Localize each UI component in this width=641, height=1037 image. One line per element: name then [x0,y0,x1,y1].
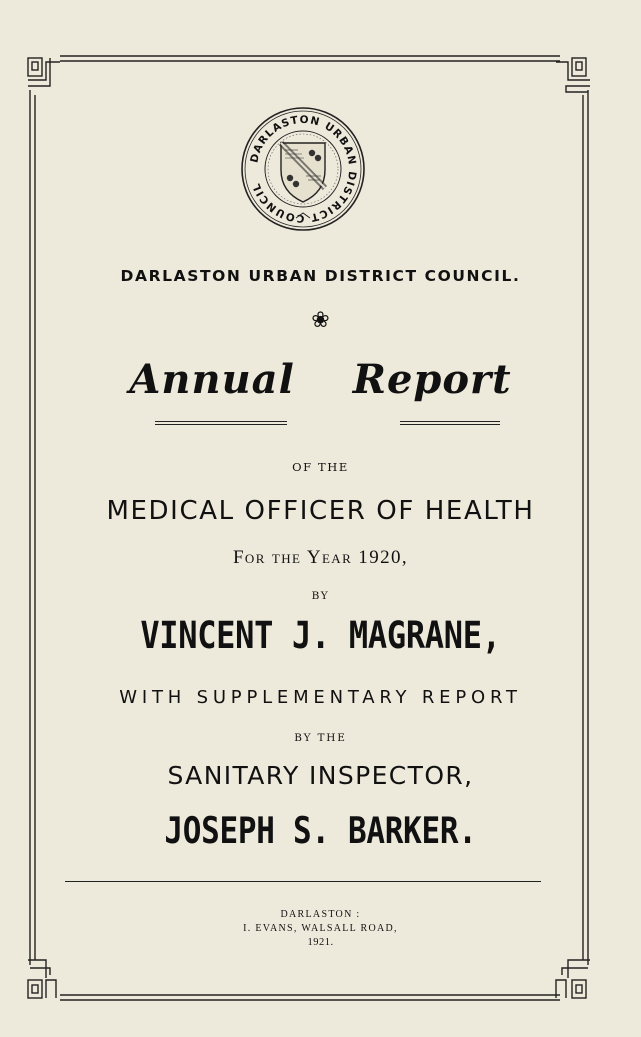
council-name: DARLASTON URBAN DISTRICT COUNCIL. [120,267,521,285]
imprint-year: 1921. [307,937,334,948]
by-label: BY [311,590,330,602]
title-underline-left [155,421,287,425]
imprint-printer: I. EVANS, WALSALL ROAD, [243,923,398,934]
subtitle-of-the: OF THE [292,460,349,474]
officer-title: MEDICAL OFFICER OF HEALTH [106,496,535,526]
inspector-title: SANITARY INSPECTOR, [167,761,474,790]
author-name: VINCENT J. MAGRANE, [140,612,501,658]
supplementary-line: WITH SUPPLEMENTARY REPORT [119,687,522,708]
seal-ring-text: DARLASTON URBAN DISTRICT COUNCIL [248,113,359,225]
year-line: For the Year 1920, [232,547,409,568]
by-the-label: BY THE [294,732,347,744]
council-seal [240,106,366,232]
flower-ornament-icon: ❀ [311,308,330,333]
imprint-place: DARLASTON : [280,909,361,920]
report-title [0,356,641,404]
title-underline-right [400,421,500,425]
divider-rule [65,881,541,882]
inspector-name: JOSEPH S. BARKER. [164,809,477,853]
title-word-report: Report [352,356,512,403]
title-word-annual: Annual [129,356,295,403]
